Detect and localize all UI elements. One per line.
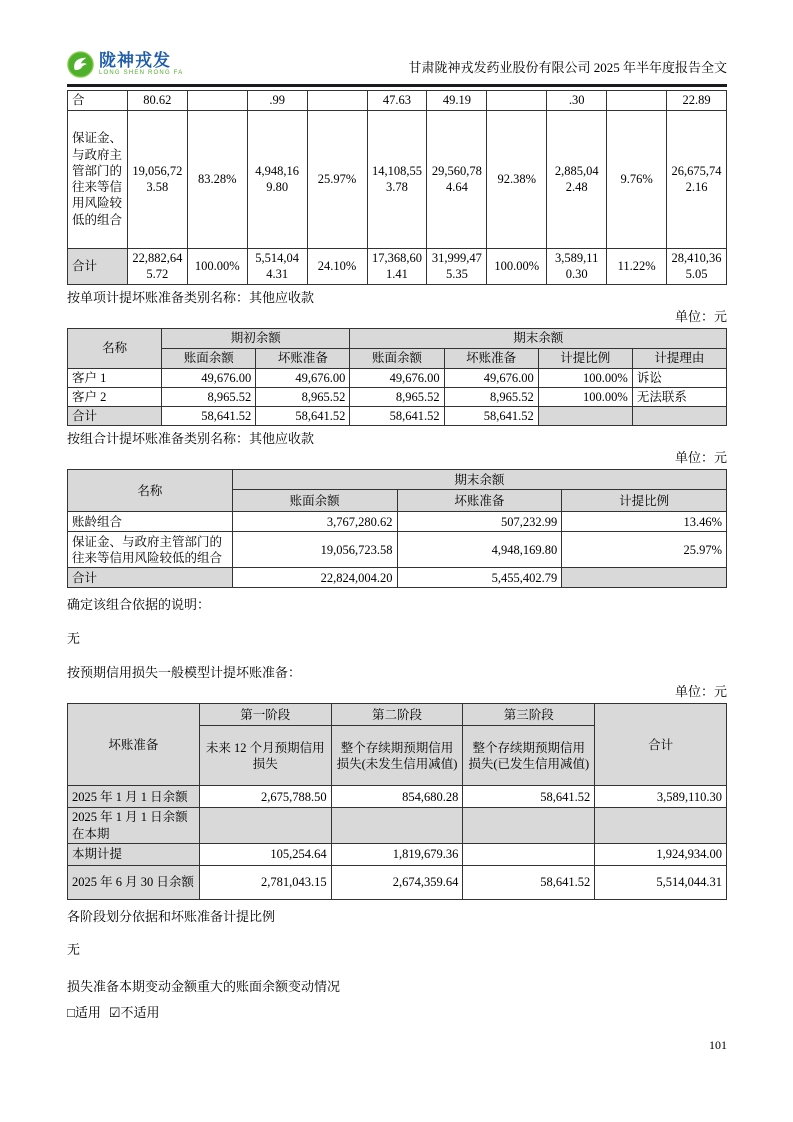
table-cell: 1,819,679.36 [331, 843, 463, 865]
table-cell: 19,056,723.58 [127, 110, 187, 248]
column-header: 期初余额 [162, 328, 350, 348]
row-label: 本期计提 [68, 843, 200, 865]
brand-name-cn: 陇神戎发 [99, 51, 171, 70]
row-label: 保证金、与政府主管部门的往来等信用风险较低的组合 [68, 110, 128, 248]
stage-basis-caption: 各阶段划分依据和坏账准备计提比例 [67, 908, 276, 924]
table-cell: 2,674,359.64 [331, 865, 463, 899]
table-cell: 11.22% [607, 248, 667, 284]
column-header: 账面余额 [162, 348, 256, 368]
table-cell: 49.19 [427, 90, 487, 110]
table-cell: 80.62 [127, 90, 187, 110]
column-header: 计提理由 [632, 348, 726, 368]
table-cell: 49,676.00 [444, 368, 538, 387]
table-cell: 4,948,169.80 [397, 532, 562, 568]
table-cell: 58,641.52 [162, 407, 256, 426]
table-cell [463, 843, 595, 865]
column-header: 坏账准备 [256, 348, 350, 368]
table-cell: 诉讼 [632, 368, 726, 387]
by-group-caption: 按组合计提坏账准备类别名称：其他应收款 [67, 431, 315, 447]
logo-icon [67, 51, 94, 78]
applicable-checkbox: □适用 [67, 1004, 101, 1020]
table-cell: 100.00% [487, 248, 547, 284]
table-cell: 58,641.52 [256, 407, 350, 426]
table-cell [187, 90, 247, 110]
table-cell [607, 90, 667, 110]
table-cell: 5,455,402.79 [397, 568, 562, 588]
total-row [68, 248, 727, 284]
row-label: 合 [68, 90, 128, 110]
table-cell: 8,965.52 [256, 387, 350, 406]
unit-label: 单位：元 [674, 308, 727, 324]
table-cell: 58,641.52 [350, 407, 444, 426]
table-row [68, 532, 727, 568]
table-cell: 1,924,934.00 [595, 843, 727, 865]
page-header [67, 46, 727, 78]
portfolio-provision-table [67, 90, 727, 285]
table-cell: 58,641.52 [463, 786, 595, 808]
applicability-row [67, 1004, 727, 1022]
table-cell: 29,560,784.64 [427, 110, 487, 248]
item-provision-table [67, 328, 727, 427]
table-cell: 22,824,004.20 [232, 568, 397, 588]
column-header: 期末余额 [350, 328, 727, 348]
table-cell: 49,676.00 [350, 368, 444, 387]
logo-text [99, 52, 183, 77]
table-cell: 无法联系 [632, 387, 726, 406]
table-row [68, 865, 727, 899]
table-cell: 58,641.52 [444, 407, 538, 426]
table-cell: 2,885,042.48 [547, 110, 607, 248]
table-cell: 13.46% [562, 512, 727, 532]
brand-name-en: LONG SHEN RONG FA [99, 70, 184, 76]
group-provision-table [67, 469, 727, 588]
table-cell: 8,965.52 [350, 387, 444, 406]
group-basis-value: 无 [67, 631, 81, 647]
table-row [68, 843, 727, 865]
column-header: 第三阶段 [463, 704, 595, 726]
company-logo [67, 51, 183, 78]
unit-label: 单位：元 [674, 684, 727, 700]
table-cell: 5,514,044.31 [595, 865, 727, 899]
table-cell: 5,514,044.31 [247, 248, 307, 284]
sig-change-caption: 损失准备本期变动金额重大的账面余额变动情况 [67, 978, 341, 994]
ecl-stage-table [67, 703, 727, 900]
table-cell: 9.76% [607, 110, 667, 248]
column-header: 整个存续期预期信用损失(未发生信用减值) [331, 726, 463, 786]
column-header: 账面余额 [350, 348, 444, 368]
column-header: 坏账准备 [68, 704, 200, 786]
table-cell: 58,641.52 [463, 865, 595, 899]
column-header: 整个存续期预期信用损失(已发生信用减值) [463, 726, 595, 786]
table-cell: 100.00% [538, 368, 632, 387]
column-header: 未来 12 个月预期信用损失 [199, 726, 331, 786]
table-cell: 24.10% [307, 248, 367, 284]
column-header: 名称 [68, 470, 233, 512]
table-cell: 3,589,110.30 [595, 786, 727, 808]
table-cell: 854,680.28 [331, 786, 463, 808]
table-cell: 25.97% [307, 110, 367, 248]
column-header: 名称 [68, 328, 162, 368]
table-cell: 26,675,742.16 [667, 110, 727, 248]
row-label: 客户 1 [68, 368, 162, 387]
table-cell: 25.97% [562, 532, 727, 568]
row-label: 2025 年 1 月 1 日余额 [68, 786, 200, 808]
table-row [68, 786, 727, 808]
table-cell: 22,882,645.72 [127, 248, 187, 284]
table-cell: 3,589,110.30 [547, 248, 607, 284]
table-cell: 83.28% [187, 110, 247, 248]
row-label: 保证金、与政府主管部门的往来等信用风险较低的组合 [68, 532, 233, 568]
header-rule [67, 84, 727, 87]
row-label: 合计 [68, 248, 128, 284]
header-row [68, 470, 727, 490]
table-cell: 28,410,365.05 [667, 248, 727, 284]
column-header: 计提比例 [538, 348, 632, 368]
report-title: 甘肃陇神戎发药业股份有限公司 2025 年半年度报告全文 [408, 60, 727, 75]
total-row [68, 568, 727, 588]
column-header: 坏账准备 [397, 490, 562, 512]
column-header: 坏账准备 [444, 348, 538, 368]
table-cell: 2,675,788.50 [199, 786, 331, 808]
table-cell: 49,676.00 [162, 368, 256, 387]
page-number: 101 [709, 1038, 727, 1052]
column-header: 计提比例 [562, 490, 727, 512]
table-cell: 100.00% [187, 248, 247, 284]
table-cell [331, 808, 463, 844]
table-cell: 17,368,601.41 [367, 248, 427, 284]
table-cell [595, 808, 727, 844]
table-cell [632, 407, 726, 426]
row-label: 2025 年 1 月 1 日余额在本期 [68, 808, 200, 844]
total-row [68, 407, 727, 426]
ecl-model-caption: 按预期信用损失一般模型计提坏账准备： [67, 665, 302, 681]
column-header: 第一阶段 [199, 704, 331, 726]
by-item-caption: 按单项计提坏账准备类别名称：其他应收款 [67, 289, 315, 305]
table-cell: 19,056,723.58 [232, 532, 397, 568]
table-cell: 4,948,169.80 [247, 110, 307, 248]
table-cell: 3,767,280.62 [232, 512, 397, 532]
table-cell: 2,781,043.15 [199, 865, 331, 899]
table-cell [562, 568, 727, 588]
table-cell [199, 808, 331, 844]
table-cell: 31,999,475.35 [427, 248, 487, 284]
table-row [68, 808, 727, 844]
table-cell [487, 90, 547, 110]
table-cell: 49,676.00 [256, 368, 350, 387]
table-row [68, 110, 727, 248]
table-cell: 14,108,553.78 [367, 110, 427, 248]
table-cell: 100.00% [538, 387, 632, 406]
column-header: 期末余额 [232, 470, 726, 490]
table-cell: 8,965.52 [444, 387, 538, 406]
column-header: 合计 [595, 704, 727, 786]
header-row [68, 348, 727, 368]
table-cell [307, 90, 367, 110]
table-cell [463, 808, 595, 844]
table-cell: .99 [247, 90, 307, 110]
unit-label: 单位：元 [674, 450, 727, 466]
table-cell: 507,232.99 [397, 512, 562, 532]
table-row [68, 387, 727, 406]
table-cell [538, 407, 632, 426]
header-row [68, 328, 727, 348]
not-applicable-checkbox: ☑不适用 [108, 1004, 160, 1020]
row-label: 2025 年 6 月 30 日余额 [68, 865, 200, 899]
table-cell: .30 [547, 90, 607, 110]
row-label: 客户 2 [68, 387, 162, 406]
table-row [68, 90, 727, 110]
stage-basis-value: 无 [67, 941, 81, 957]
column-header: 账面余额 [232, 490, 397, 512]
table-cell: 22.89 [667, 90, 727, 110]
column-header: 第二阶段 [331, 704, 463, 726]
group-basis-caption: 确定该组合依据的说明： [67, 597, 211, 613]
table-cell: 8,965.52 [162, 387, 256, 406]
header-row [68, 704, 727, 726]
row-label: 合计 [68, 407, 162, 426]
table-cell: 92.38% [487, 110, 547, 248]
table-cell: 47.63 [367, 90, 427, 110]
row-label: 合计 [68, 568, 233, 588]
table-row [68, 512, 727, 532]
table-cell: 105,254.64 [199, 843, 331, 865]
table-row [68, 368, 727, 387]
row-label: 账龄组合 [68, 512, 233, 532]
